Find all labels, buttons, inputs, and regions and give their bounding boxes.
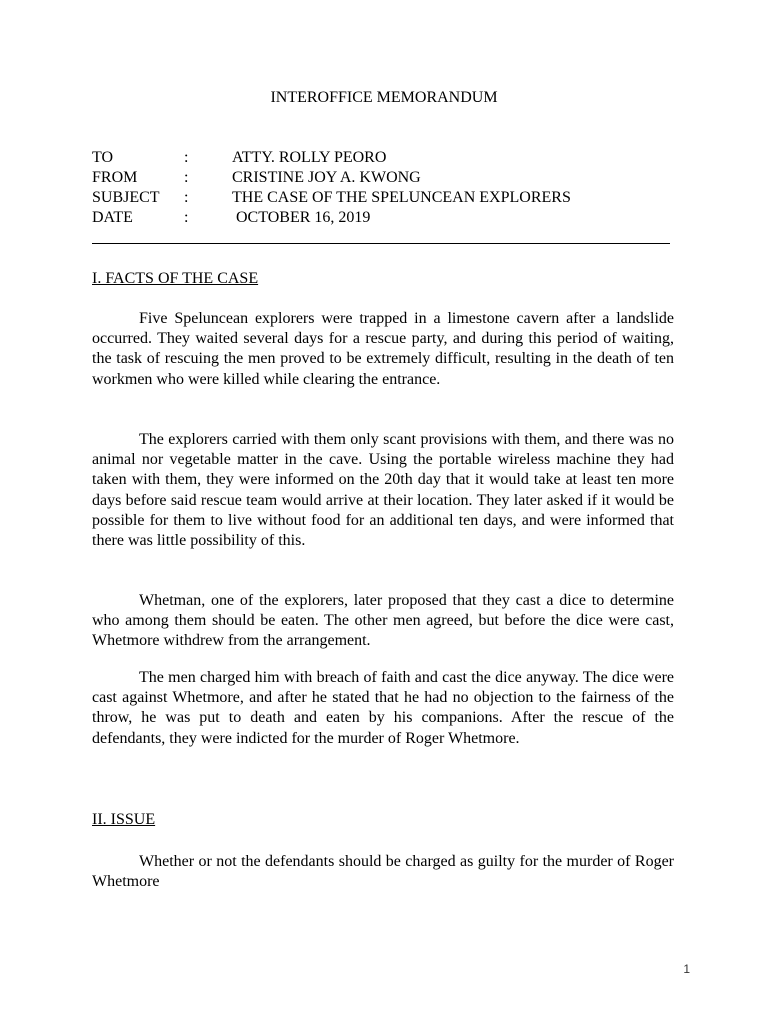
facts-paragraph: The men charged him with breach of faith and cast the dice anyway. The dice were cast against Whetmore, and after he stated that he had no objection to the fairness of the throw, he was put to death and eaten by his companions. After the rescue of the defendants, they were indicted for the murder of Roger Whetmore. <box>92 669 674 747</box>
header-label-to: TO <box>92 149 114 166</box>
header-colon: : <box>184 209 189 226</box>
page-number: 1 <box>683 962 690 976</box>
header-value-to: ATTY. ROLLY PEORO <box>232 149 387 166</box>
header-divider <box>92 243 670 244</box>
facts-paragraph: Whetman, one of the explorers, later proposed that they cast a dice to determine who among them should be eaten. The other men agreed, but before the dice were cast, Whetmore withdrew from the arrangement. <box>92 592 674 650</box>
header-value-from: CRISTINE JOY A. KWONG <box>232 169 421 186</box>
issue-paragraph: Whether or not the defendants should be charged as guilty for the murder of Roger Whetmore <box>92 853 674 891</box>
issue-heading: II. ISSUE <box>92 811 156 828</box>
header-colon: : <box>184 169 189 186</box>
facts-paragraph: The explorers carried with them only scant provisions with them, and there was no animal nor vegetable matter in the cave. Using the portable wireless machine they had taken with them, they were informed on the 20th day that it would take at least ten more days before said rescue team would arrive at their location. They later asked if it would be possible for them to live without food for an additional ten days, and were informed that there was little possibility of this. <box>92 431 674 550</box>
header-label-date: DATE <box>92 209 133 226</box>
facts-paragraph: Five Speluncean explorers were trapped in a limestone cavern after a landslide occurred. They waited several days for a rescue party, and during this period of waiting, the task of rescuing the men proved to be extremely difficult, resulting in the death of ten workmen who were killed while clearing the entrance. <box>92 310 674 388</box>
header-colon: : <box>184 149 189 166</box>
header-label-subject: SUBJECT <box>92 189 160 206</box>
memo-title: INTEROFFICE MEMORANDUM <box>270 89 498 106</box>
facts-heading: I. FACTS OF THE CASE <box>92 270 259 287</box>
header-label-from: FROM <box>92 169 138 186</box>
header-colon: : <box>184 189 189 206</box>
header-value-subject: THE CASE OF THE SPELUNCEAN EXPLORERS <box>232 189 571 206</box>
header-value-date: OCTOBER 16, 2019 <box>232 209 371 226</box>
